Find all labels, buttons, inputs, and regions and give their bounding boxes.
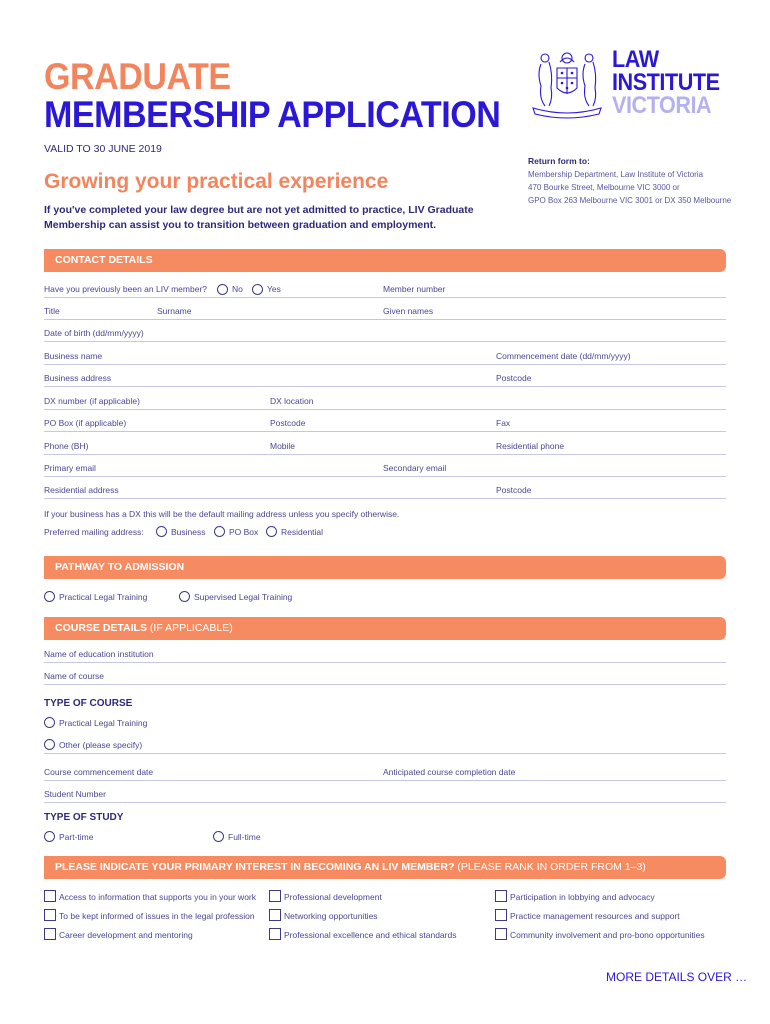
phone-row [44, 439, 726, 455]
coat-of-arms-icon [527, 44, 607, 120]
pathway-heading: PATHWAY TO ADMISSION [44, 556, 726, 579]
interest-label-6: Practice management resources and support [510, 911, 680, 921]
institution-row [44, 647, 726, 663]
interest-label-7: Career development and mentoring [59, 930, 193, 940]
po-box-row [44, 416, 726, 432]
residential-address-field[interactable]: Residential address [44, 485, 119, 495]
interest-checkbox-6[interactable] [495, 909, 507, 921]
interest-checkbox-8[interactable] [269, 928, 281, 940]
pathway-plt-radio[interactable] [44, 591, 55, 602]
valid-date: VALID TO 30 JUNE 2019 [44, 143, 162, 155]
full-time-label: Full-time [228, 832, 261, 842]
interest-checkbox-3[interactable] [495, 890, 507, 902]
surname-field[interactable]: Surname [157, 306, 192, 316]
interest-label-5: Networking opportunities [284, 911, 378, 921]
business-name-row [44, 349, 726, 365]
no-label: No [232, 284, 243, 294]
po-box-postcode-field[interactable]: Postcode [270, 418, 306, 428]
name-row [44, 304, 726, 320]
logo-victoria: VICTORIA [612, 92, 712, 119]
return-title: Return form to: [528, 156, 590, 166]
pathway-slt-label: Supervised Legal Training [194, 592, 293, 602]
interest-label-3: Participation in lobbying and advocacy [510, 892, 655, 902]
member-number-field[interactable]: Member number [383, 284, 446, 294]
course-name-row [44, 669, 726, 685]
course-commencement-field[interactable]: Course commencement date [44, 767, 154, 777]
return-line-3: GPO Box 263 Melbourne VIC 3001 or DX 350 Melbourne [528, 196, 732, 205]
course-name-field[interactable]: Name of course [44, 671, 104, 681]
interest-heading: PLEASE INDICATE YOUR PRIMARY INTEREST IN BECOMING AN LIV MEMBER? (PLEASE RANK IN ORDER FROM 1–3) [44, 856, 726, 879]
full-time-radio[interactable] [213, 831, 224, 842]
residential-address-row [44, 483, 726, 499]
interest-checkbox-2[interactable] [269, 890, 281, 902]
course-plt-radio[interactable] [44, 717, 55, 728]
secondary-email-field[interactable]: Secondary email [383, 463, 447, 473]
interest-label-2: Professional development [284, 892, 382, 902]
dx-row [44, 394, 726, 410]
student-number-field[interactable]: Student Number [44, 789, 106, 799]
type-of-course-heading: TYPE OF COURSE [44, 698, 133, 709]
logo-institute: INSTITUTE [612, 69, 720, 96]
interest-checkbox-1[interactable] [44, 890, 56, 902]
given-names-field[interactable]: Given names [383, 306, 434, 316]
mobile-field[interactable]: Mobile [270, 441, 296, 451]
commencement-date-field[interactable]: Commencement date (dd/mm/yyyy) [496, 351, 631, 361]
course-completion-field[interactable]: Anticipated course completion date [383, 767, 516, 777]
business-postcode-field[interactable]: Postcode [496, 373, 532, 383]
course-details-heading: COURSE DETAILS (IF APPLICABLE) [44, 617, 726, 640]
title-line-1: GRADUATE [44, 56, 231, 97]
prev-member-yes-radio[interactable] [252, 284, 263, 295]
dx-location-field[interactable]: DX location [270, 396, 314, 406]
pref-pobox-label: PO Box [229, 527, 259, 537]
course-plt-label: Practical Legal Training [59, 718, 148, 728]
interest-label-1: Access to information that supports you in your work [59, 892, 257, 902]
phone-bh-field[interactable]: Phone (BH) [44, 441, 89, 451]
interest-label-8: Professional excellence and ethical standards [284, 930, 457, 940]
business-name-field[interactable]: Business name [44, 351, 103, 361]
dob-row [44, 326, 726, 342]
pref-residential-label: Residential [281, 527, 324, 537]
prev-member-label: Have you previously been an LIV member? [44, 284, 208, 294]
primary-email-field[interactable]: Primary email [44, 463, 96, 473]
preferred-mailing-label: Preferred mailing address: [44, 527, 144, 537]
return-line-1: Membership Department, Law Institute of Victoria [528, 170, 704, 179]
type-of-study-heading: TYPE OF STUDY [44, 812, 124, 823]
po-box-field[interactable]: PO Box (if applicable) [44, 418, 127, 428]
student-number-row [44, 787, 726, 803]
institution-field[interactable]: Name of education institution [44, 649, 154, 659]
fax-field[interactable]: Fax [496, 418, 511, 428]
title-field[interactable]: Title [44, 306, 60, 316]
dob-field[interactable]: Date of birth (dd/mm/yyyy) [44, 328, 144, 338]
business-address-row [44, 371, 726, 387]
title-line-2: MEMBERSHIP APPLICATION [44, 94, 501, 135]
contact-details-heading: CONTACT DETAILS [44, 249, 726, 272]
residential-postcode-field[interactable]: Postcode [496, 485, 532, 495]
logo-law: LAW [612, 46, 659, 73]
pathway-plt-label: Practical Legal Training [59, 592, 148, 602]
yes-label: Yes [267, 284, 281, 294]
part-time-radio[interactable] [44, 831, 55, 842]
prev-member-no-radio[interactable] [217, 284, 228, 295]
residential-phone-field[interactable]: Residential phone [496, 441, 565, 451]
business-address-field[interactable]: Business address [44, 373, 112, 383]
interest-checkbox-4[interactable] [44, 909, 56, 921]
pathway-slt-radio[interactable] [179, 591, 190, 602]
intro-text: If you've completed your law degree but are not yet admitted to practice, LIV Graduate Membership can assist you to transition between graduation and employment. [44, 204, 474, 231]
course-other-row [44, 738, 726, 754]
tagline: Growing your practical experience [44, 170, 389, 193]
dx-number-field[interactable]: DX number (if applicable) [44, 396, 140, 406]
pref-business-label: Business [171, 527, 206, 537]
dx-note: If your business has a DX this will be the default mailing address unless you specify otherwise. [44, 509, 400, 519]
interest-checkbox-5[interactable] [269, 909, 281, 921]
more-details-over: MORE DETAILS OVER … [606, 970, 748, 984]
pref-pobox-radio[interactable] [214, 526, 225, 537]
return-line-2: 470 Bourke Street, Melbourne VIC 3000 or [528, 183, 680, 192]
part-time-label: Part-time [59, 832, 94, 842]
email-row [44, 461, 726, 477]
prev-member-row [44, 282, 726, 298]
course-other-field[interactable]: Other (please specify) [59, 740, 143, 750]
interest-label-9: Community involvement and pro-bono opportunities [510, 930, 705, 940]
course-dates-row [44, 765, 726, 781]
course-other-radio[interactable] [44, 739, 55, 750]
interest-label-4: To be kept informed of issues in the legal profession [59, 911, 255, 921]
interest-checkbox-9[interactable] [495, 928, 507, 940]
pref-business-radio[interactable] [156, 526, 167, 537]
pref-residential-radio[interactable] [266, 526, 277, 537]
interest-checkbox-7[interactable] [44, 928, 56, 940]
